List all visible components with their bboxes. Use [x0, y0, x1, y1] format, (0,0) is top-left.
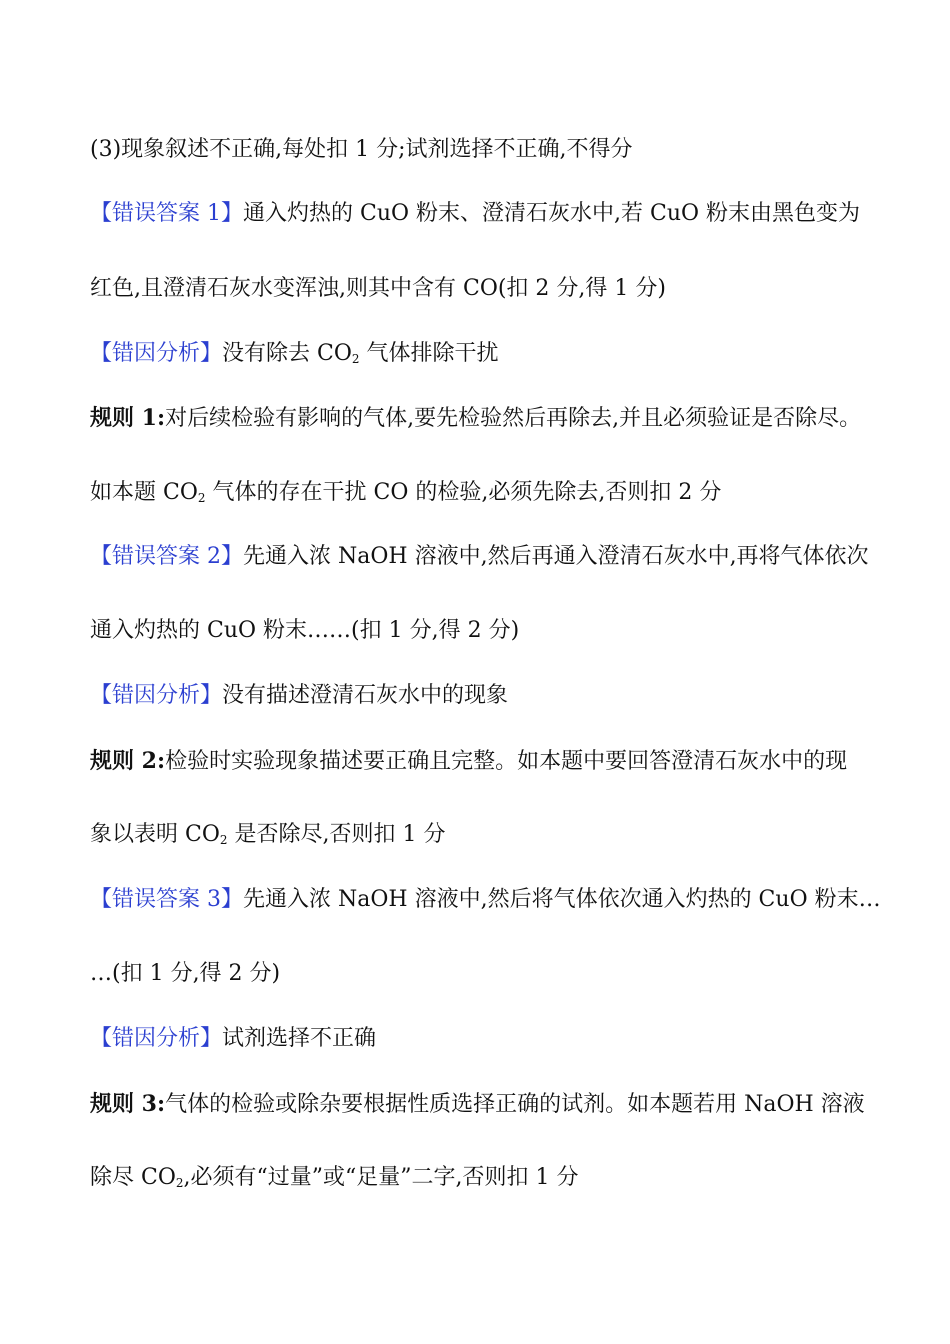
rule-label: 规则 2:: [90, 748, 166, 774]
rule-2-line-1: [90, 746, 847, 777]
intro-text: (3)现象叙述不正确,每处扣 1 分;试剂选择不正确,不得分: [90, 137, 633, 162]
error-analysis-label: 【错因分析】: [90, 341, 223, 366]
wrong-answer-1-line-2: 红色,且澄清石灰水变浑浊,则其中含有 CO(扣 2 分,得 1 分): [90, 276, 666, 301]
wrong-answer-label: 【错误答案 1】: [90, 201, 243, 226]
wrong-answer-3-line-1: [90, 885, 881, 915]
rule-text: 是否除尽,否则扣 1 分: [227, 822, 446, 847]
rule-text: 对后续检验有影响的气体,要先检验然后再除去,并且必须验证是否除尽。: [165, 406, 862, 431]
rule-3-line-2: [90, 1163, 578, 1193]
wrong-answer-2-line-1: [90, 542, 869, 572]
error-analysis-3: [90, 1024, 376, 1054]
subscript: 2: [197, 491, 206, 505]
error-analysis-text: 试剂选择不正确: [222, 1026, 377, 1051]
error-analysis-2: [90, 681, 508, 711]
rule-text: 象以表明 CO: [90, 822, 220, 847]
wrong-answer-label: 【错误答案 3】: [90, 887, 243, 912]
rule-text: 除尽 CO: [90, 1165, 176, 1190]
wrong-answer-text: 通入灼热的 CuO 粉末、澄清石灰水中,若 CuO 粉末由黑色变为: [243, 201, 861, 226]
rule-label: 规则 1:: [90, 405, 166, 431]
rule-text: 如本题 CO: [90, 480, 198, 505]
error-analysis-text: 没有除去 CO: [222, 341, 352, 366]
subscript: 2: [351, 352, 360, 366]
rule-text: ,必须有“过量”或“足量”二字,否则扣 1 分: [183, 1165, 579, 1190]
rule-text: 气体的存在干扰 CO 的检验,必须先除去,否则扣 2 分: [205, 480, 722, 505]
error-analysis-1: [90, 339, 499, 369]
rule-2-line-2: [90, 820, 446, 850]
wrong-answer-text: 先通入浓 NaOH 溶液中,然后将气体依次通入灼热的 CuO 粉末…: [243, 887, 881, 912]
error-analysis-text: 没有描述澄清石灰水中的现象: [222, 683, 509, 708]
rule-1-line-2: [90, 478, 721, 508]
subscript: 2: [219, 833, 228, 847]
wrong-answer-text: 先通入浓 NaOH 溶液中,然后再通入澄清石灰水中,再将气体依次: [243, 544, 869, 569]
wrong-answer-2-line-2: 通入灼热的 CuO 粉末……(扣 1 分,得 2 分): [90, 618, 520, 643]
wrong-answer-label: 【错误答案 2】: [90, 544, 243, 569]
subscript: 2: [175, 1176, 184, 1190]
error-analysis-text: 气体排除干扰: [359, 341, 499, 366]
rule-text: 气体的检验或除杂要根据性质选择正确的试剂。如本题若用 NaOH 溶液: [165, 1092, 865, 1117]
error-analysis-label: 【错因分析】: [90, 1026, 223, 1051]
wrong-answer-3-line-2: …(扣 1 分,得 2 分): [90, 961, 281, 986]
wrong-answer-1-line-1: [90, 199, 860, 229]
rule-label: 规则 3:: [90, 1091, 166, 1117]
rule-3-line-1: [90, 1089, 865, 1120]
rule-1-line-1: [90, 403, 861, 434]
error-analysis-label: 【错因分析】: [90, 683, 223, 708]
rule-text: 检验时实验现象描述要正确且完整。如本题中要回答澄清石灰水中的现: [165, 749, 848, 774]
